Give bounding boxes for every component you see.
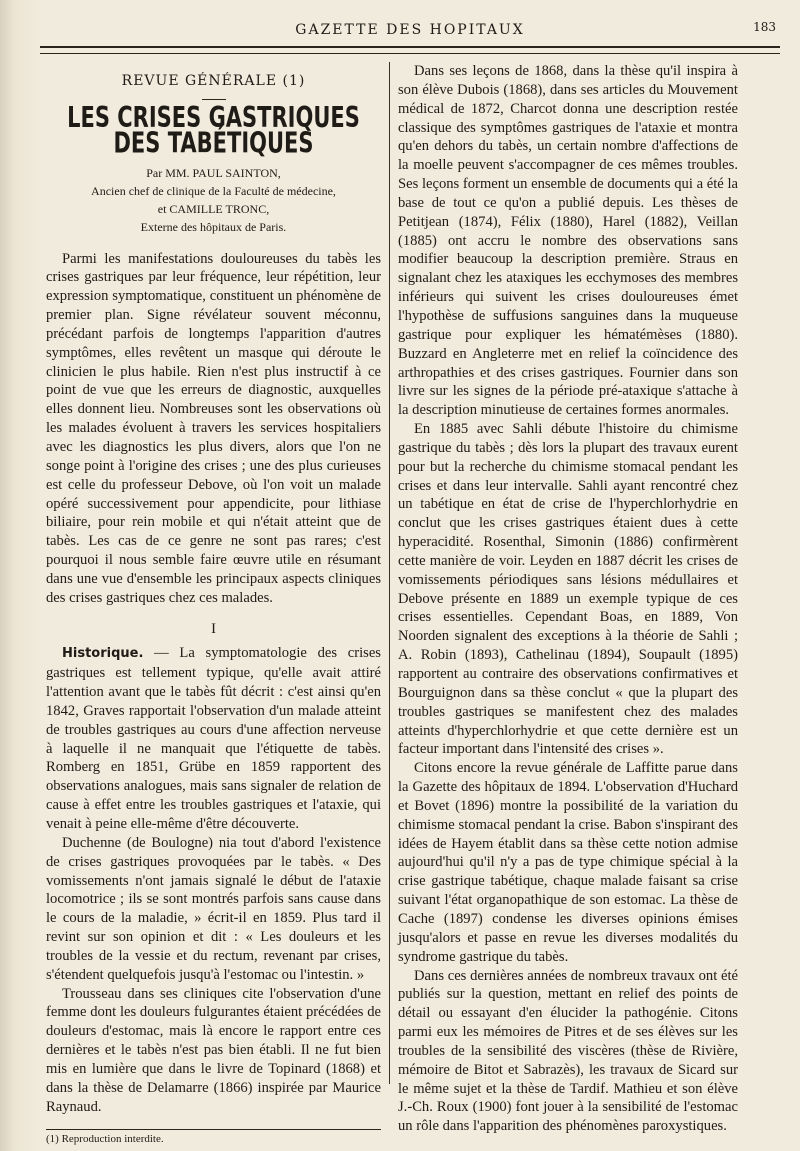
intro-paragraph: Parmi les manifestations douloureuses du tabès les crises gastriques par leur fréquence, leur répétition, leur expression symptomatique, constituent un phénomène de premier plan. Signe révélateur souvent méconnu, précédant parfois de longtemps l'apparition d'autres symptômes, elles revêtent un masque qui déroute le clinicien le plus habile. Rien n'est plus instructif à ce point de vue que les erreurs de diagnostic, auxquelles elles donnent lieu. Nombreuses sont les observations où les malades évoluent à travers les services hospitaliers avec les diagnostics les plus divers, alors que l'on ne songe point à l'origine des crises ; une des plus curieuses est celle du professeur Debove, où l'on voit un malade opéré successivement pour appendicite, pour lithiase biliaire, pour rein mobile et qui n'était atteint que de tabès. Les cas de ce genre ne sont pas rares; c'est pourquoi il nous semble faire œuvre utile en résumant dans une vue d'ensemble les principaux aspects cliniques des crises gastriques chez ces malades. (46, 250, 381, 606)
spacer (46, 236, 381, 250)
title-divider (202, 99, 226, 100)
running-header (40, 18, 780, 46)
footnote: (1) Reproduction interdite. (46, 1132, 164, 1145)
right-paragraph-1: Dans ses leçons de 1868, dans la thèse qu'il inspira à son élève Dubois (1868), dans ses articles du Mouvement médical de 1872, Charcot donna une description restée classique des symptômes gastriques de l'ataxie et montra qu'en dehors du tabès, un certain nombre d'affections de la moelle peuvent s'accompagner de ces mêmes troubles. Ses leçons forment un ensemble de documents qui a été la base de tout ce qu'on a publié depuis. Les thèses de Petitjean (1874), Félix (1880), Harel (1882), Veillan (1885) ont accru le nombre des observations sans modifier beaucoup la description première. Straus en signalant chez les ataxiques les ecchymoses des membres inférieurs qui suivent les crises douloureuses émet l'hypothèse de suffusions sanguines dans la muqueuse gastrique pour expliquer les hématémèses (1880). Buzzard en Angleterre met en relief la coïncidence des arthropathies et des crises gastriques. Fournier dans son livre sur les signes de la période pré-ataxique s'attache à la description minutieuse de certaines formes anormales. (398, 63, 738, 419)
left-column (46, 62, 381, 1148)
right-column (398, 62, 738, 1136)
author-line-1: Par MM. PAUL SAINTON, (146, 165, 281, 180)
author-line-3: et CAMILLE TRONC, (157, 201, 270, 216)
historique-label: Historique. (62, 646, 144, 662)
section-number: I (211, 620, 216, 637)
historique-paragraph-3: Trousseau dans ses cliniques cite l'observation d'une femme dont les douleurs fulgurantes étaient précédées de douleurs d'estomac, mais là encore le rapport entre ces dernières et le tabès n'est pas bien établi. Il ne fut bien mis en lumière que dans le livre de Topinard (1868) et dans la thèse de Delamarre (1866) inspirée par Maurice Raynaud. (46, 985, 381, 1115)
journal-title: GAZETTE DES HOPITAUX (295, 22, 525, 38)
column-divider (389, 62, 390, 1084)
page-number: 183 (753, 20, 776, 34)
right-paragraph-4: Dans ces dernières années de nombreux travaux ont été publiés sur la question, mettant en relief des points de détail ou essayant d'en élucider la pathogénie. Citons parmi eux les mémoires de Pitres et de ses élèves sur les troubles de la sensibilité des viscères (thèse de Rivière, mémoire de Bitot et Sabrazès), les travaux de Sicard sur le même sujet et la thèse de Tardif. Mathieu et son élève J.-Ch. Roux (1900) font jouer à la sensibilité de l'estomac un rôle dans l'apparition des phénomènes paroxystiques. (398, 967, 738, 1135)
historique-paragraph-1 (46, 644, 381, 833)
historique-text-1: — La symptomatologie des crises gastriques est tellement typique, qu'elle avait attiré l'attention avant que le tabès fût décrit : c'est ainsi qu'en 1842, Graves rapportait l'observation d'un malade atteint de troubles gastriques au cours d'une affection nerveuse à laquelle il ne manquait que l'étiquette de tabès. Romberg en 1851, Grübe en 1859 rapportent des observations analogues, mais sans signaler de relation de cause à effet entre les troubles gastriques et l'ataxie, qui venait à peine elle-même d'être découverte. (46, 645, 381, 832)
historique-paragraph-2: Duchenne (de Boulogne) nia tout d'abord l'existence de crises gastriques provoquées par le tabès. « Des vomissements n'ont jamais signalé le début de l'ataxie locomotrice ; ils se sont montrés parfois sans cause dans le cours de la maladie, » écrit-il en 1859. Plus tard il revint sur son opinion et dit : « Les douleurs et les troubles de la vessie et du rectum, revenant par crises, s'étendent quelquefois jusqu'à l'estomac ou l'intestin. » (46, 834, 381, 983)
header-rule (40, 46, 780, 54)
author-line-4: Externe des hôpitaux de Paris. (140, 219, 287, 234)
author-line-2: Ancien chef de clinique de la Faculté de médecine, (91, 183, 336, 198)
section-heading: REVUE GÉNÉRALE (1) (121, 73, 306, 89)
right-paragraph-2: En 1885 avec Sahli débute l'histoire du chimisme gastrique du tabès ; dès lors la plupart des travaux eurent pour but la recherche du chimisme stomacal pendant les crises et dans leur intervalle. Sahli ayant rencontré chez un tabétique en état de crise de l'hyperchlorhydrie en conclut que les crises gastriques étaient dues à cette hyperacidité. Rosenthal, Simonin (1886) confirmèrent cette manière de voir. Leyden en 1887 décrit les crises de vomissements périodiques sans lésions médullaires et Debove présente en 1889 un exemple typique de ces crises essentielles. Cependant Boas, en 1889, Von Noorden signalent des exceptions à la théorie de Sahli ; A. Robin (1893), Cathelinau (1894), Soupault (1895) rapportent au contraire des observations confirmatives et Bourguignon dans sa thèse conclut « que la plupart des troubles gastriques se manifestent chez des malades atteints d'hyperchlorhydrie et que cette dernière est un facteur important dans l'intensité des crises ». (398, 421, 738, 758)
article-title: LES CRISES GASTRIQUES DES TABÉTIQUES (67, 101, 360, 160)
right-paragraph-3: Citons encore la revue générale de Laffitte parue dans la Gazette des hôpitaux de 1894. L'observation d'Huchard et Bovet (1896) montre la possibilité de la variation du chimisme stomacal pendant la crise. Babon s'inspirant des idées de Hayem établit dans sa thèse cette notion admise aujourd'hui qu'il n'y a pas de type chimique spécial à la crise gastrique tabétique, chaque malade faisant sa crise suivant l'état organopathique de son estomac. La thèse de Cache (1897) condense les diverses opinions émises jusqu'alors et passe en revue les diverses modalités du syndrome gastrique du tabès. (398, 760, 738, 965)
author-block (46, 164, 381, 236)
